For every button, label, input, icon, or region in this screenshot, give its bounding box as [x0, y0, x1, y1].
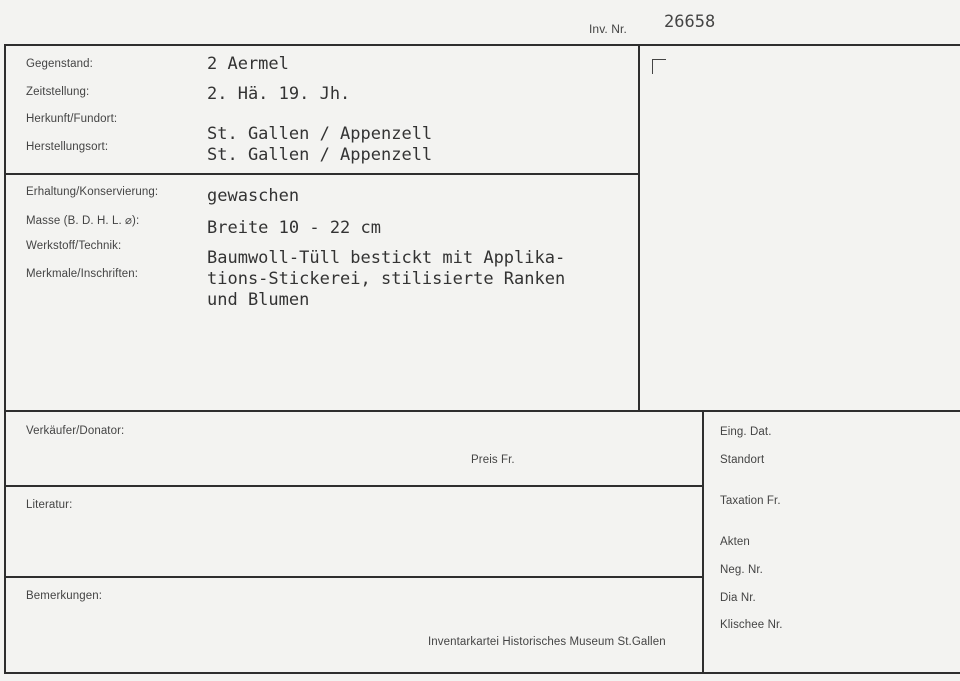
akten-label: Akten: [720, 536, 750, 548]
preis-label: Preis Fr.: [471, 454, 515, 466]
eing-dat-label: Eing. Dat.: [720, 426, 772, 438]
section-rule-1: [4, 173, 639, 175]
top-rule: [4, 44, 960, 46]
inv-nr-value: 26658: [664, 12, 716, 32]
bemerkungen-label: Bemerkungen:: [26, 590, 102, 602]
bottom-rule: [4, 672, 960, 674]
herstellungsort-label: Herstellungsort:: [26, 141, 109, 153]
merkmale-line-2: tions-Stickerei, stilisierte Ranken: [207, 269, 566, 289]
literatur-label: Literatur:: [26, 499, 73, 511]
section-rule-3: [4, 576, 703, 578]
gegenstand-label: Gegenstand:: [26, 58, 93, 70]
upper-vertical-rule: [638, 44, 640, 412]
footer-label: Inventarkartei Historisches Museum St.Gallen: [428, 636, 666, 648]
photo-corner-mark: [652, 59, 666, 74]
masse-label: Masse (B. D. H. L. ⌀):: [26, 215, 140, 227]
zeitstellung-value: 2. Hä. 19. Jh.: [207, 84, 351, 104]
masse-value: Breite 10 - 22 cm: [207, 218, 381, 238]
verkaeufer-label: Verkäufer/Donator:: [26, 425, 125, 437]
standort-label: Standort: [720, 454, 765, 466]
herstellungsort-value: St. Gallen / Appenzell: [207, 145, 433, 165]
merkmale-line-3: und Blumen: [207, 290, 310, 310]
merkmale-line-1: Baumwoll-Tüll bestickt mit Applika-: [207, 248, 566, 268]
herkunft-value: St. Gallen / Appenzell: [207, 124, 433, 144]
merkmale-label: Merkmale/Inschriften:: [26, 268, 139, 280]
erhaltung-label: Erhaltung/Konservierung:: [26, 186, 159, 198]
section-rule-2: [4, 485, 703, 487]
taxation-label: Taxation Fr.: [720, 495, 781, 507]
neg-nr-label: Neg. Nr.: [720, 564, 763, 576]
middle-rule: [4, 410, 960, 412]
lower-vertical-rule: [702, 410, 704, 674]
inv-nr-label: Inv. Nr.: [589, 22, 627, 36]
werkstoff-label: Werkstoff/Technik:: [26, 240, 122, 252]
herkunft-label: Herkunft/Fundort:: [26, 113, 118, 125]
left-rule: [4, 44, 6, 674]
erhaltung-value: gewaschen: [207, 186, 300, 206]
zeitstellung-label: Zeitstellung:: [26, 86, 90, 98]
dia-nr-label: Dia Nr.: [720, 592, 756, 604]
gegenstand-value: 2 Aermel: [207, 54, 289, 74]
klischee-nr-label: Klischee Nr.: [720, 619, 783, 631]
